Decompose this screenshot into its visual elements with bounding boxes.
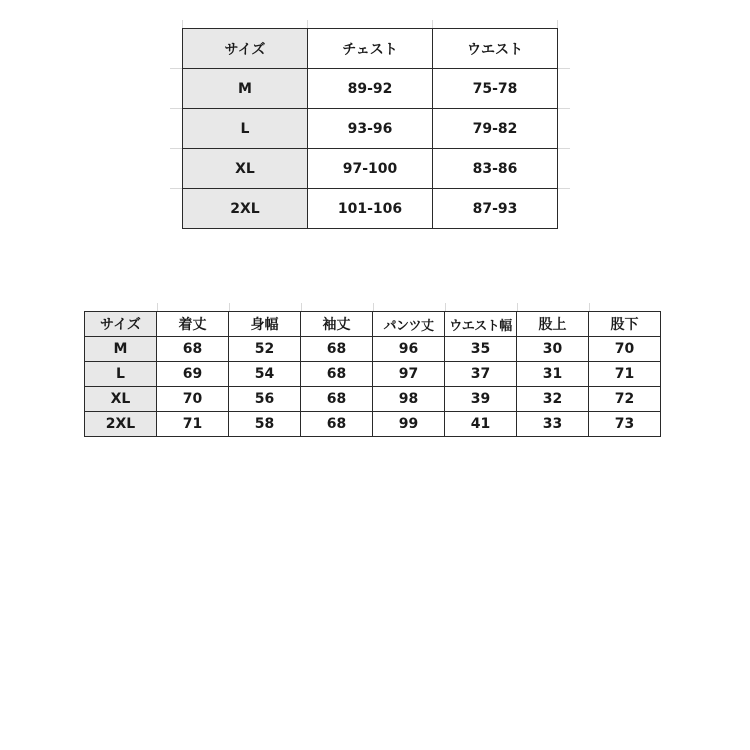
gridline-stub	[229, 303, 230, 311]
gridline-stub	[432, 20, 433, 28]
pants-length-cell: 98	[373, 387, 445, 412]
table-row	[85, 387, 661, 412]
gridline-stub	[373, 303, 374, 311]
width-cell: 54	[229, 362, 301, 387]
header-cell-pants-length: パンツ丈	[373, 312, 445, 337]
size-cell: XL	[183, 149, 308, 189]
pants-length-cell: 97	[373, 362, 445, 387]
header-cell-rise: 股上	[517, 312, 589, 337]
table-header-row	[85, 312, 661, 337]
gridline-stub	[170, 68, 182, 69]
width-cell: 52	[229, 337, 301, 362]
rise-cell: 30	[517, 337, 589, 362]
rise-cell: 31	[517, 362, 589, 387]
table-header-row	[183, 29, 558, 69]
table-row	[85, 337, 661, 362]
gridline-stub	[170, 148, 182, 149]
sleeve-cell: 68	[301, 337, 373, 362]
size-cell: M	[85, 337, 157, 362]
gridline-stub	[557, 20, 558, 28]
size-cell: M	[183, 69, 308, 109]
sleeve-cell: 68	[301, 412, 373, 437]
header-cell-width: 身幅	[229, 312, 301, 337]
gridline-stub	[589, 303, 590, 311]
size-cell: XL	[85, 387, 157, 412]
header-cell-length: 着丈	[157, 312, 229, 337]
width-cell: 58	[229, 412, 301, 437]
waist-cell: 79-82	[433, 109, 558, 149]
header-cell-inseam: 股下	[589, 312, 661, 337]
inseam-cell: 70	[589, 337, 661, 362]
header-cell-size: サイズ	[85, 312, 157, 337]
table-row	[183, 69, 558, 109]
waist-cell: 83-86	[433, 149, 558, 189]
gridline-stub	[170, 188, 182, 189]
header-cell-waist: ウエスト	[433, 29, 558, 69]
gridline-stub	[558, 148, 570, 149]
sleeve-cell: 68	[301, 387, 373, 412]
inseam-cell: 73	[589, 412, 661, 437]
gridline-stub	[170, 108, 182, 109]
length-cell: 69	[157, 362, 229, 387]
sleeve-cell: 68	[301, 362, 373, 387]
size-cell: L	[183, 109, 308, 149]
inseam-cell: 71	[589, 362, 661, 387]
rise-cell: 32	[517, 387, 589, 412]
length-cell: 70	[157, 387, 229, 412]
table-row	[85, 362, 661, 387]
size-detail-table	[84, 311, 661, 437]
chest-cell: 101-106	[308, 189, 433, 229]
chest-waist-size-table	[182, 28, 558, 229]
gridline-stub	[307, 20, 308, 28]
gridline-stub	[445, 303, 446, 311]
gridline-stub	[517, 303, 518, 311]
gridline-stub	[558, 68, 570, 69]
chest-cell: 93-96	[308, 109, 433, 149]
size-cell: L	[85, 362, 157, 387]
table-row	[183, 189, 558, 229]
waist-width-cell: 35	[445, 337, 517, 362]
waist-width-cell: 39	[445, 387, 517, 412]
waist-cell: 75-78	[433, 69, 558, 109]
waist-width-cell: 37	[445, 362, 517, 387]
header-cell-waist-width: ウエスト幅	[445, 312, 517, 337]
width-cell: 56	[229, 387, 301, 412]
chest-cell: 97-100	[308, 149, 433, 189]
chest-cell: 89-92	[308, 69, 433, 109]
length-cell: 71	[157, 412, 229, 437]
table-row	[183, 149, 558, 189]
pants-length-cell: 99	[373, 412, 445, 437]
gridline-stub	[182, 20, 183, 28]
gridline-stub	[558, 188, 570, 189]
table-row	[183, 109, 558, 149]
gridline-stub	[558, 108, 570, 109]
gridline-stub	[301, 303, 302, 311]
size-cell: 2XL	[183, 189, 308, 229]
rise-cell: 33	[517, 412, 589, 437]
header-cell-chest: チェスト	[308, 29, 433, 69]
inseam-cell: 72	[589, 387, 661, 412]
length-cell: 68	[157, 337, 229, 362]
waist-cell: 87-93	[433, 189, 558, 229]
header-cell-size: サイズ	[183, 29, 308, 69]
gridline-stub	[157, 303, 158, 311]
table-row	[85, 412, 661, 437]
pants-length-cell: 96	[373, 337, 445, 362]
waist-width-cell: 41	[445, 412, 517, 437]
size-cell: 2XL	[85, 412, 157, 437]
header-cell-sleeve: 袖丈	[301, 312, 373, 337]
